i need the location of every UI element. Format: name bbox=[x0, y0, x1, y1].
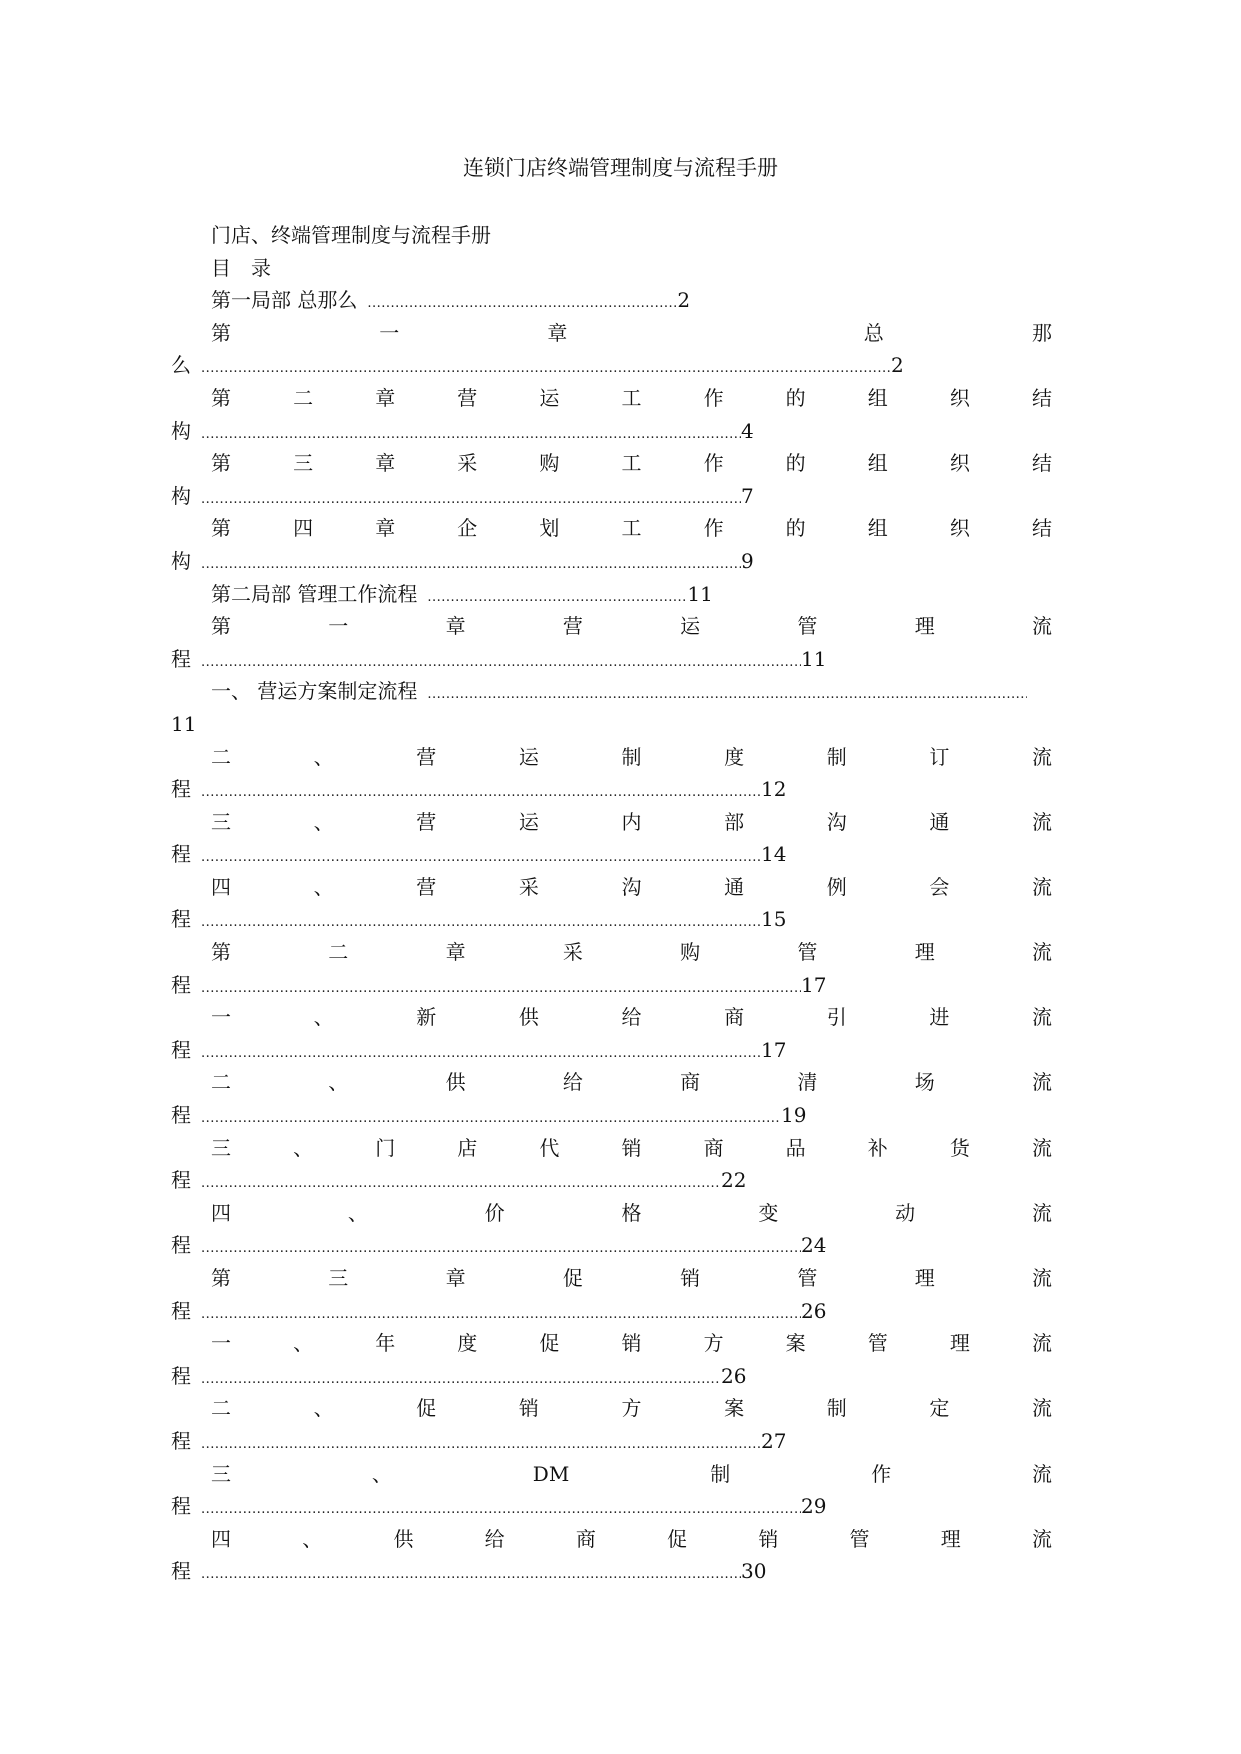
entry-tail: 程 bbox=[171, 777, 191, 802]
title-char: 组 bbox=[867, 385, 888, 410]
title-char: 引 bbox=[826, 1005, 847, 1030]
toc-entry-leader bbox=[171, 643, 1052, 676]
title-char: 销 bbox=[621, 1135, 642, 1160]
dot-leader bbox=[201, 1559, 741, 1588]
title-char: 采 bbox=[562, 940, 583, 965]
toc-heading: 目 录 bbox=[211, 255, 271, 280]
title-char: 组 bbox=[867, 451, 888, 476]
page-number: 17 bbox=[801, 972, 827, 997]
page-number: 26 bbox=[721, 1363, 747, 1388]
entry-tail: 构 bbox=[171, 548, 191, 573]
page-number: 12 bbox=[761, 777, 787, 802]
title-char: 组 bbox=[867, 516, 888, 541]
toc-entry-leader bbox=[171, 415, 1052, 448]
title-char: 订 bbox=[929, 744, 950, 769]
title-char: 格 bbox=[621, 1200, 642, 1225]
title-char: 二 bbox=[211, 1396, 231, 1421]
document-title: 连锁门店终端管理制度与流程手册 bbox=[463, 156, 778, 180]
section-entry bbox=[190, 675, 1052, 708]
title-char: 商 bbox=[680, 1070, 701, 1095]
dot-leader bbox=[427, 582, 687, 611]
toc-entry-title bbox=[190, 1327, 1052, 1360]
title-char: 营 bbox=[457, 385, 478, 410]
title-char: 流 bbox=[1031, 1135, 1052, 1160]
dot-leader bbox=[201, 842, 761, 871]
title-char: 四 bbox=[211, 1200, 231, 1225]
toc-entry-title bbox=[190, 610, 1052, 643]
title-char: 理 bbox=[949, 1331, 970, 1356]
title-char: 结 bbox=[1031, 385, 1052, 410]
title-char: 沟 bbox=[621, 874, 642, 899]
title-char: 促 bbox=[562, 1266, 583, 1290]
title-char: 管 bbox=[867, 1331, 888, 1356]
title-char: 动 bbox=[895, 1200, 916, 1225]
title-char: 管 bbox=[849, 1526, 870, 1551]
toc-entry-title bbox=[190, 1197, 1052, 1230]
table-of-contents bbox=[171, 219, 1052, 1588]
title-char: 货 bbox=[949, 1135, 970, 1160]
title-char: 的 bbox=[785, 451, 806, 476]
toc-entry-title bbox=[190, 1523, 1052, 1556]
dot-leader bbox=[201, 1038, 761, 1067]
title-char: 制 bbox=[826, 1396, 847, 1421]
title-char: 理 bbox=[914, 614, 935, 639]
title-char: 场 bbox=[914, 1070, 935, 1095]
toc-entry-title bbox=[190, 936, 1052, 969]
title-char: 方 bbox=[703, 1331, 724, 1356]
title-char: 作 bbox=[703, 451, 724, 476]
title-char: 给 bbox=[562, 1070, 583, 1095]
page-number: 9 bbox=[741, 548, 754, 573]
title-char: 促 bbox=[416, 1396, 437, 1421]
toc-entry-title bbox=[190, 1066, 1052, 1099]
title-char: 织 bbox=[949, 516, 970, 541]
toc-entry-title bbox=[190, 447, 1052, 480]
title-char: 营 bbox=[562, 614, 583, 639]
title-char: 供 bbox=[518, 1005, 539, 1030]
page-number: 24 bbox=[801, 1233, 827, 1258]
dot-leader bbox=[201, 1299, 801, 1328]
title-char: 、 bbox=[371, 1461, 392, 1486]
part-label: 第一局部 总那么 bbox=[211, 288, 358, 313]
title-char: 补 bbox=[867, 1135, 888, 1160]
title-char: 流 bbox=[1032, 874, 1052, 899]
entry-tail: 程 bbox=[171, 1298, 191, 1323]
title-char: 章 bbox=[375, 451, 396, 476]
entry-tail: 程 bbox=[171, 972, 191, 997]
title-char: 织 bbox=[949, 385, 970, 410]
toc-entry-leader bbox=[171, 969, 1052, 1002]
title-char: 进 bbox=[929, 1005, 950, 1030]
title-char: 流 bbox=[1031, 1070, 1052, 1095]
page-number: 29 bbox=[801, 1494, 827, 1519]
title-char: 一 bbox=[379, 320, 400, 345]
page-number: 14 bbox=[761, 842, 787, 867]
title-char: 流 bbox=[1032, 809, 1052, 834]
title-char: 三 bbox=[293, 451, 314, 476]
title-char: 度 bbox=[457, 1331, 478, 1356]
title-char: 一 bbox=[211, 1005, 231, 1030]
toc-entry-title bbox=[190, 741, 1052, 774]
title-char: 一 bbox=[211, 1331, 231, 1356]
title-char: 、 bbox=[347, 1200, 368, 1225]
title-char: 一 bbox=[328, 614, 349, 639]
title-char: 采 bbox=[457, 451, 478, 476]
entry-tail: 程 bbox=[171, 1363, 191, 1388]
section-label: 一、 营运方案制定流程 bbox=[211, 679, 418, 704]
dot-leader bbox=[201, 549, 741, 578]
title-char: 流 bbox=[1031, 1331, 1052, 1356]
dot-leader bbox=[201, 1364, 721, 1393]
dot-leader bbox=[201, 1103, 781, 1132]
toc-entry-leader bbox=[171, 1034, 1052, 1067]
title-char: 流 bbox=[1031, 1200, 1052, 1225]
page-number: 22 bbox=[721, 1168, 747, 1193]
dot-leader bbox=[201, 1494, 801, 1523]
entry-tail: 程 bbox=[171, 1037, 191, 1062]
title-char: 采 bbox=[518, 874, 539, 899]
dot-leader bbox=[201, 419, 741, 448]
title-char: 章 bbox=[375, 516, 396, 541]
page-number: 4 bbox=[741, 418, 754, 443]
title-char: 章 bbox=[445, 1266, 466, 1290]
title-char: 二 bbox=[211, 744, 231, 769]
title-char: 供 bbox=[393, 1526, 414, 1551]
page-number: 2 bbox=[891, 353, 904, 378]
subtitle: 门店、终端管理制度与流程手册 bbox=[211, 223, 491, 247]
toc-entry-leader bbox=[171, 838, 1052, 871]
page-number: 2 bbox=[677, 288, 691, 313]
title-char: 理 bbox=[914, 940, 935, 965]
title-char: 第 bbox=[211, 516, 231, 541]
title-char: 工 bbox=[621, 451, 642, 476]
part-entry bbox=[190, 578, 1052, 611]
title-char: 流 bbox=[1031, 614, 1052, 639]
entry-tail: 程 bbox=[171, 907, 191, 932]
title-char: 、 bbox=[328, 1070, 349, 1095]
entry-tail: 程 bbox=[171, 1233, 191, 1258]
title-char: 购 bbox=[539, 451, 560, 476]
title-char: 结 bbox=[1031, 516, 1052, 541]
title-char: 营 bbox=[416, 809, 437, 834]
toc-entry-title bbox=[190, 1132, 1052, 1165]
page-number: 27 bbox=[761, 1428, 787, 1453]
toc-entry-title bbox=[190, 871, 1052, 904]
title-char: 运 bbox=[518, 809, 539, 834]
page-number: 19 bbox=[781, 1103, 807, 1128]
title-char: 章 bbox=[547, 320, 568, 345]
dot-leader bbox=[367, 288, 677, 317]
page-number: 11 bbox=[171, 711, 197, 736]
title-char: 流 bbox=[1031, 1461, 1052, 1486]
title-char: 、 bbox=[302, 1526, 323, 1551]
toc-entry-title bbox=[190, 1458, 1052, 1491]
title-char: 三 bbox=[211, 1135, 231, 1160]
title-char: 案 bbox=[785, 1331, 806, 1356]
title-char: 第 bbox=[211, 1266, 231, 1290]
title-char: 部 bbox=[724, 809, 745, 834]
title-char: 、 bbox=[313, 744, 334, 769]
title-char: 划 bbox=[539, 516, 560, 541]
title-char: 三 bbox=[211, 1461, 231, 1486]
title-char: 年 bbox=[375, 1331, 396, 1356]
entry-tail: 构 bbox=[171, 418, 191, 443]
title-char: 四 bbox=[211, 1526, 231, 1551]
title-char: 总 bbox=[863, 320, 884, 345]
title-char: 制 bbox=[710, 1461, 731, 1486]
toc-entry-title bbox=[190, 512, 1052, 545]
title-char: 章 bbox=[445, 940, 466, 965]
title-char: 销 bbox=[758, 1526, 779, 1551]
title-char: 那 bbox=[1031, 320, 1052, 345]
title-char: 方 bbox=[621, 1396, 642, 1421]
title-char: 四 bbox=[211, 874, 231, 899]
page-number: 15 bbox=[761, 907, 787, 932]
title-char: 、 bbox=[293, 1135, 314, 1160]
title-char: 、 bbox=[313, 1396, 334, 1421]
title-char: 门 bbox=[375, 1135, 396, 1160]
title-char: 制 bbox=[621, 744, 642, 769]
toc-entry-title bbox=[190, 317, 1052, 350]
dot-leader bbox=[201, 353, 891, 382]
title-char: 定 bbox=[929, 1396, 950, 1421]
page-number: 30 bbox=[741, 1559, 767, 1584]
title-char: 第 bbox=[211, 940, 231, 965]
dot-leader bbox=[201, 1429, 761, 1458]
entry-tail: 程 bbox=[171, 1428, 191, 1453]
title-char: 营 bbox=[416, 744, 437, 769]
title-char: DM bbox=[532, 1461, 570, 1486]
part-entry bbox=[190, 284, 1052, 317]
title-char: 第 bbox=[211, 451, 231, 476]
title-char: 流 bbox=[1031, 1266, 1052, 1290]
title-char: 章 bbox=[445, 614, 466, 639]
title-char: 购 bbox=[680, 940, 701, 965]
title-char: 营 bbox=[416, 874, 437, 899]
title-char: 理 bbox=[940, 1526, 961, 1551]
title-char: 、 bbox=[313, 874, 334, 899]
toc-entry-leader bbox=[171, 1425, 1052, 1458]
title-char: 二 bbox=[293, 385, 314, 410]
entry-tail: 程 bbox=[171, 1103, 191, 1128]
title-char: 三 bbox=[328, 1266, 349, 1290]
entry-tail: 程 bbox=[171, 1494, 191, 1519]
title-char: 通 bbox=[724, 874, 745, 899]
title-char: 促 bbox=[667, 1526, 688, 1551]
entry-tail: 么 bbox=[171, 353, 191, 378]
title-char: 销 bbox=[621, 1331, 642, 1356]
entry-tail: 程 bbox=[171, 646, 191, 671]
title-char: 供 bbox=[445, 1070, 466, 1095]
title-char: 给 bbox=[621, 1005, 642, 1030]
title-char: 工 bbox=[621, 385, 642, 410]
title-char: 流 bbox=[1032, 1396, 1052, 1421]
title-char: 的 bbox=[785, 385, 806, 410]
dot-leader bbox=[201, 484, 741, 513]
title-char: 理 bbox=[914, 1266, 935, 1290]
title-char: 制 bbox=[826, 744, 847, 769]
toc-entry-leader bbox=[171, 349, 1052, 382]
dot-leader bbox=[201, 1168, 721, 1197]
page-number: 26 bbox=[801, 1298, 827, 1323]
title-char: 变 bbox=[758, 1200, 779, 1225]
title-char: 销 bbox=[518, 1396, 539, 1421]
title-char: 店 bbox=[457, 1135, 478, 1160]
dot-leader bbox=[427, 679, 1027, 708]
dot-leader bbox=[201, 907, 761, 936]
part-label: 第二局部 管理工作流程 bbox=[211, 581, 418, 606]
toc-entry-title bbox=[190, 382, 1052, 415]
toc-entry-leader bbox=[171, 545, 1052, 578]
toc-entry-leader bbox=[171, 1229, 1052, 1262]
toc-entry-title bbox=[190, 1001, 1052, 1034]
title-char: 、 bbox=[293, 1331, 314, 1356]
toc-entry-title bbox=[190, 806, 1052, 839]
title-char: 案 bbox=[724, 1396, 745, 1421]
dot-leader bbox=[201, 647, 801, 676]
title-char: 流 bbox=[1032, 1005, 1052, 1030]
title-char: 作 bbox=[871, 1461, 892, 1486]
title-char: 运 bbox=[539, 385, 560, 410]
title-char: 二 bbox=[328, 940, 349, 965]
page-number: 7 bbox=[741, 483, 754, 508]
title-char: 例 bbox=[826, 874, 847, 899]
title-char: 沟 bbox=[826, 809, 847, 834]
title-char: 、 bbox=[313, 1005, 334, 1030]
title-char: 流 bbox=[1031, 940, 1052, 965]
page-number: 11 bbox=[687, 581, 713, 606]
title-char: 章 bbox=[375, 385, 396, 410]
entry-tail: 构 bbox=[171, 483, 191, 508]
toc-entry-leader bbox=[171, 1164, 1052, 1197]
title-char: 四 bbox=[293, 516, 314, 541]
page-number: 17 bbox=[761, 1037, 787, 1062]
toc-entry-leader bbox=[171, 903, 1052, 936]
toc-entry-title bbox=[190, 1392, 1052, 1425]
title-char: 清 bbox=[797, 1070, 818, 1095]
title-char: 、 bbox=[313, 809, 334, 834]
dot-leader bbox=[201, 777, 761, 806]
title-char: 结 bbox=[1031, 451, 1052, 476]
title-char: 内 bbox=[621, 809, 642, 834]
dot-leader bbox=[201, 973, 801, 1002]
toc-entry-leader bbox=[171, 1099, 1052, 1132]
toc-entry-leader bbox=[171, 480, 1052, 513]
toc-entry-leader bbox=[171, 1490, 1052, 1523]
title-char: 第 bbox=[211, 614, 231, 639]
title-char: 新 bbox=[416, 1005, 437, 1030]
title-char: 商 bbox=[575, 1526, 596, 1551]
title-char: 运 bbox=[680, 614, 701, 639]
toc-entry-leader bbox=[171, 1360, 1052, 1393]
title-char: 品 bbox=[785, 1135, 806, 1160]
title-char: 代 bbox=[539, 1135, 560, 1160]
title-char: 管 bbox=[797, 940, 818, 965]
title-char: 流 bbox=[1031, 1526, 1052, 1551]
entry-tail: 程 bbox=[171, 1168, 191, 1193]
title-char: 织 bbox=[949, 451, 970, 476]
title-char: 作 bbox=[703, 516, 724, 541]
title-char: 会 bbox=[929, 874, 950, 899]
title-char: 促 bbox=[539, 1331, 560, 1356]
title-char: 企 bbox=[457, 516, 478, 541]
title-char: 作 bbox=[703, 385, 724, 410]
title-char: 运 bbox=[518, 744, 539, 769]
title-char: 工 bbox=[621, 516, 642, 541]
entry-tail: 程 bbox=[171, 842, 191, 867]
toc-entry-leader bbox=[171, 1295, 1052, 1328]
toc-entry-title bbox=[190, 1262, 1052, 1295]
title-char: 二 bbox=[211, 1070, 231, 1095]
title-char: 商 bbox=[724, 1005, 745, 1030]
page-number: 11 bbox=[801, 646, 827, 671]
entry-tail: 程 bbox=[171, 1559, 191, 1584]
title-char: 销 bbox=[680, 1266, 701, 1290]
title-char: 价 bbox=[484, 1200, 505, 1225]
title-char: 的 bbox=[785, 516, 806, 541]
title-char: 流 bbox=[1032, 744, 1052, 769]
toc-entry-leader bbox=[171, 773, 1052, 806]
title-char: 第 bbox=[211, 320, 231, 345]
title-char: 通 bbox=[929, 809, 950, 834]
toc-entry-leader bbox=[171, 1555, 1052, 1588]
dot-leader bbox=[201, 1233, 801, 1262]
title-char: 管 bbox=[797, 1266, 818, 1290]
title-char: 度 bbox=[724, 744, 745, 769]
title-char: 管 bbox=[797, 614, 818, 639]
title-char: 商 bbox=[703, 1135, 724, 1160]
title-char: 三 bbox=[211, 809, 231, 834]
title-char: 第 bbox=[211, 385, 231, 410]
title-char: 给 bbox=[484, 1526, 505, 1551]
